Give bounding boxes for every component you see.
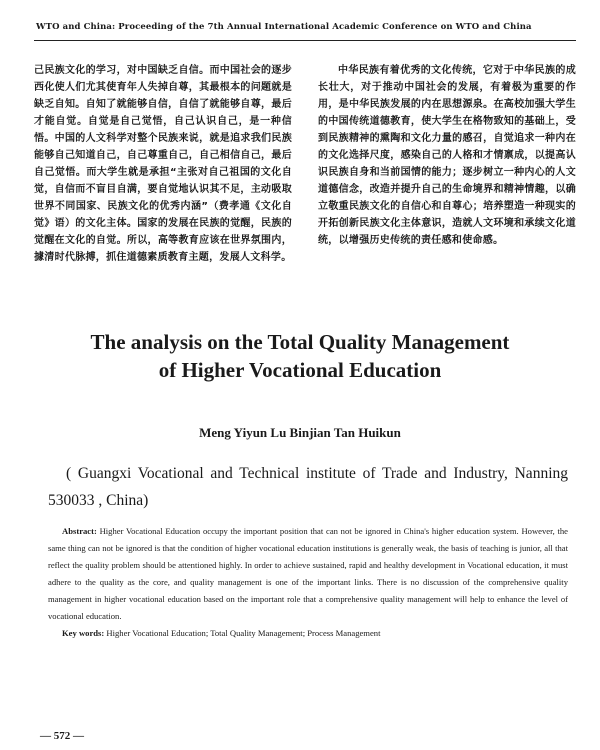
running-header: WTO and China: Proceeding of the 7th Annual International Academic Conference on WTO and China xyxy=(36,22,532,32)
left-column xyxy=(34,62,292,266)
keywords xyxy=(62,625,568,642)
abstract xyxy=(48,523,568,625)
right-column xyxy=(318,62,576,249)
left-column-text: 己民族文化的学习，对中国缺乏自信。而中国社会的逐步西化使人们尤其使育年人失掉自尊，其最根本的问题就是缺乏自知。自知了就能够自信，自信了就能够自尊，最后才能自觉。自觉是自己觉悟，自己认识自己，是一种信悟。中国的人文科学对整个民族来说，就是追求我们民族能够自己知道自己，自己尊重自己，自己相信自己，最后自己觉悟。而大学生就是承担“主张对自己祖国的文化自觉，自信而不盲目自满，要自觉地认识其不足，主动吸取世界不同国家、民族文化的优秀内涵”（费孝通《文化自觉》语）的文化主体。国家的发展在民族的觉醒，民族的觉醒在文化的自觉。所以，高等教育应该在世界氛围内，據清时代脉搏，抓住道德素质教育主题，发展人文科学。 xyxy=(34,65,292,263)
keywords-text: Higher Vocational Education; Total Quality Management; Process Management xyxy=(104,628,381,638)
abstract-label: Abstract: xyxy=(62,526,97,536)
abstract-text: Higher Vocational Education occupy the important position that can not be ignored in China's higher education system. However, the same thing can not be ignored is that the condition of higher vocational education institutions is generally weak, the basis of teaching is junior, all that reflect the quality problem should be attentioned highly. In order to achieve sustained, rapid and healthy development in Vocational education, it must adhere to the quality as the core, and quality management is one of the important links. There is no discussion of the comprehensive quality management in higher vocational education based on the important role that a comprehensive quality management will help to enhance the level of vocational education. xyxy=(48,526,568,621)
affiliation: ( Guangxi Vocational and Technical institute of Trade and Industry, Nanning 530033 , China) xyxy=(48,465,568,509)
paper-title xyxy=(60,328,540,384)
page-number: — 572 — xyxy=(40,730,84,742)
paper-title-line-2: of Higher Vocational Education xyxy=(158,358,442,382)
right-column-text: 中华民族有着优秀的文化传统，它对于中华民族的成长壮大，对于推动中国社会的发展，有着极为重要的作用，是中华民族发展的内在思想源泉。在高校加强大学生的中国传统道德教育，使大学生在格物致知的基础上，受到民族精神的熏陶和文化力量的感召，自觉追求一种内在的文化选择尺度，感染自己的人格和才情禀成，以提高认识民族自身和当前国情的能力；逐步树立一种内心的人文道德信念，改造并提升自己的生命境界和精神情趣，以确立敬重民族文化的自信心和自尊心；培养塑造一种现实的开拓创新民族文化主体意识，造就人文环境和承续文化道统，以增强历史传统的责任感和使命感。 xyxy=(318,65,576,246)
header-rule xyxy=(34,40,576,41)
paper-title-line-1: The analysis on the Total Quality Management xyxy=(90,330,510,354)
keywords-label: Key words: xyxy=(62,628,105,638)
authors: Meng Yiyun Lu Binjian Tan Huikun xyxy=(199,425,401,440)
